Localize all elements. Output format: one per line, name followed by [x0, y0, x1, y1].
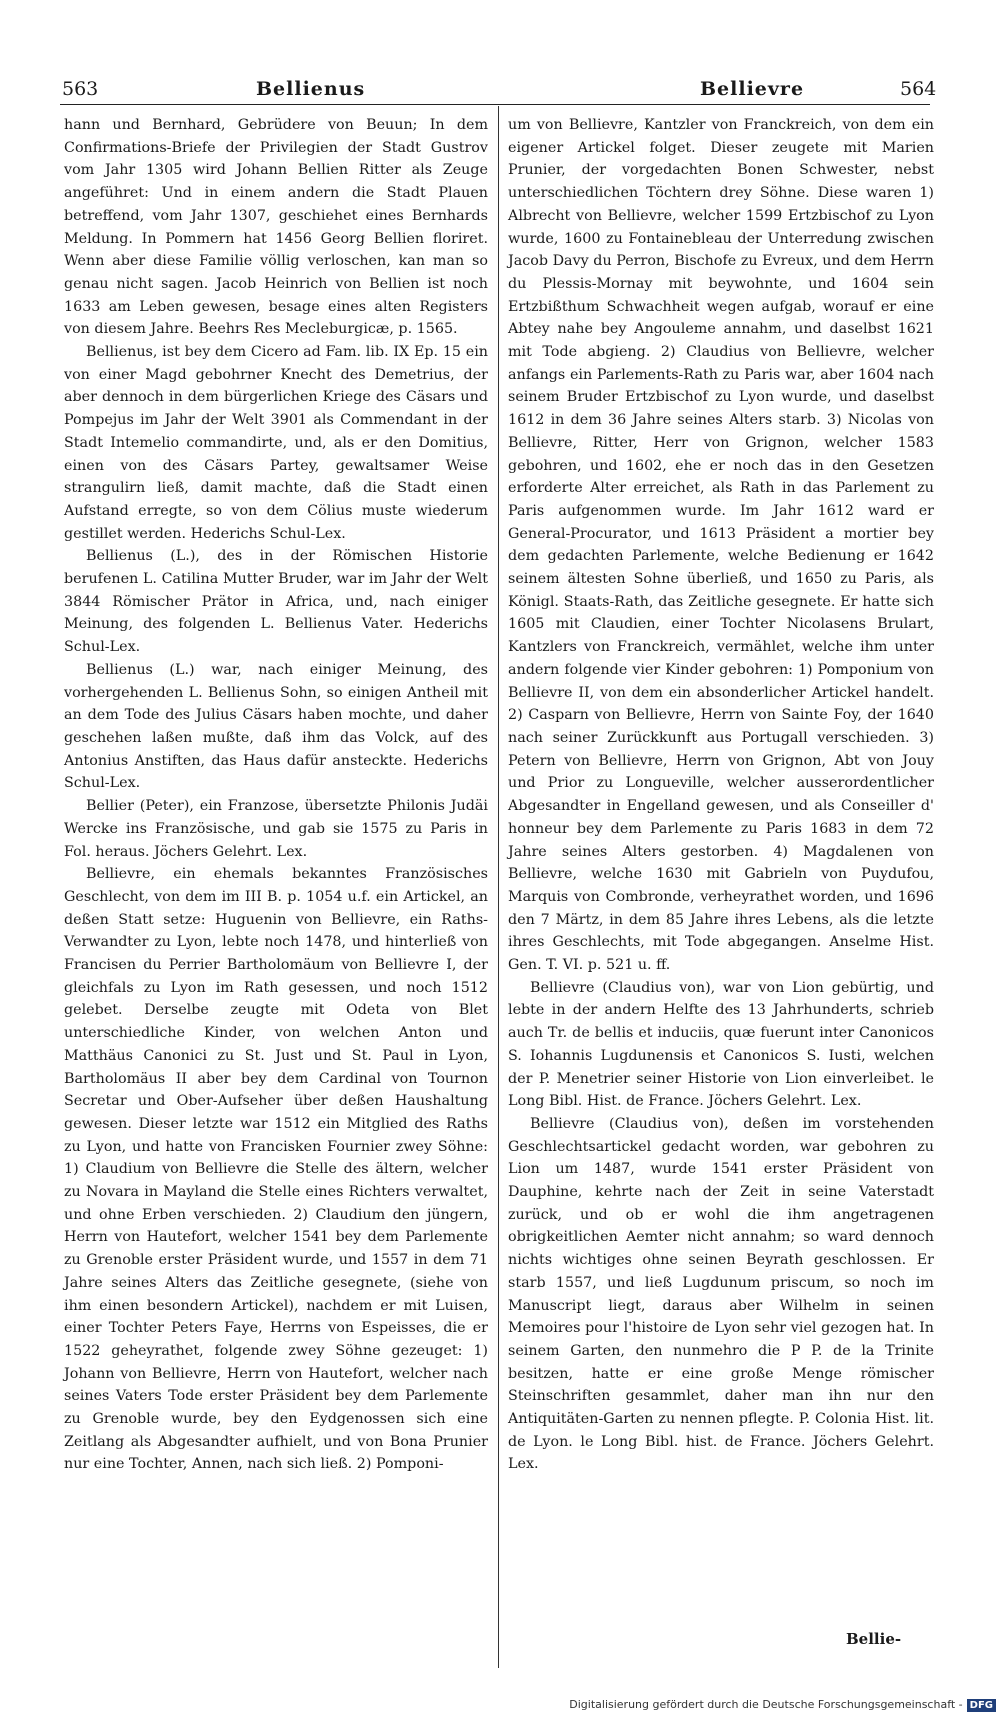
page-number-left: 563: [62, 78, 99, 100]
left-paragraph: Bellienus (L.), des in der Römischen Historie berufenen L. Catilina Mutter Bruder, war im Jahr der Welt 3844 Römischer Prätor in Africa, und, nach einiger Meinung, des folgenden L. Bellienus Vater. Hederichs Schul-Lex.: [64, 548, 488, 656]
left-paragraph: Bellievre, ein ehemals bekanntes Französisches Geschlecht, von dem im III B. p. 1054 u.f. ein Artickel, an deßen Statt setze: Huguenin von Bellievre, ein Raths-Verwandter zu Lyon, lebte noch 1478, und hinterließ von Francisen du Perrier Bartholomäum von Bellievre I, der gleichfals zu Lyon im Rath gesessen, und noch 1512 gelebet. Derselbe zeugte mit Odeta von Blet unterschiedliche Kinder, von welchen Anton und Matthäus Canonici zu St. Just und St. Paul in Lyon, Bartholomäus II aber bey dem Cardinal von Tournon Secretar und Ober-Aufseher über deßen Haushaltung gewesen. Dieser letzte war 1512 ein Mitglied des Raths zu Lyon, und hatte von Francisken Fournier zwey Söhne: 1) Claudium von Bellievre die Stelle des ältern, welcher zu Novara in Mayland die Stelle eines Richters verwaltet, und ohne Erben verschieden. 2) Claudium den jüngern, Herrn von Hautefort, welcher 1541 bey dem Parlemente zu Grenoble erster Präsident wurde, und 1557 in dem 71 Jahre seines Alters das Zeitliche gesegnete, (siehe von ihm einen besondern Artickel), nachdem er mit Luisen, einer Tochter Peters Faye, Herrns von Espeisses, die er 1522 geheyrathet, folgende zwey Söhne gezeuget: 1) Johann von Bellievre, Herrn von Hautefort, welcher nach seines Vaters Tode erster Präsident bey dem Parlemente zu Grenoble wurde, bey den Eydgenossen sich eine Zeitlang als Abgesandter aufhielt, und von Bona Prunier nur eine Tochter, Annen, nach sich ließ. 2) Pomponi-: [64, 866, 488, 1473]
right-column: [508, 114, 934, 1476]
left-paragraph: Bellier (Peter), ein Franzose, übersetzte Philonis Judäi Wercke ins Französische, und gab sie 1575 zu Paris in Fol. heraus. Jöchers Gelehrt. Lex.: [64, 798, 488, 860]
footer-text: Digitalisierung gefördert durch die Deutsche Forschungsgemeinschaft -: [569, 1698, 963, 1711]
left-paragraph: hann und Bernhard, Gebrüdere von Beuun; In dem Confirmations-Briefe der Privilegien der Stadt Gustrov vom Jahr 1305 wird Johann Bellien Ritter als Zeuge angeführet: Und in einem andern die Stadt Plauen betreffend, vom Jahr 1307, geschiehet eines Bernhards Meldung. In Pommern hat 1456 Georg Bellien floriret. Wenn aber diese Familie völlig verloschen, kan man so genau nicht sagen. Jacob Heinrich von Bellien ist noch 1633 am Leben gewesen, besage eines alten Registers von diesem Jahre. Beehrs Res Mecleburgicæ, p. 1565.: [64, 117, 488, 338]
right-paragraph: Bellievre (Claudius von), war von Lion gebürtig, und lebte in der andern Helfte des 13 Jahrhunderts, schrieb auch Tr. de bellis et induciis, quæ fuerunt inter Canonicos S. Iohannis Lugdunensis et Canonicos S. Iusti, welchen der P. Menetrier seiner Historie von Lion einverleibet. le Long Bibl. Hist. de France. Jöchers Gelehrt. Lex.: [508, 979, 934, 1110]
right-paragraph: Bellievre (Claudius von), deßen im vorstehenden Geschlechtsartickel gedacht worden, war gebohren zu Lion um 1487, wurde 1541 erster Präsident von Dauphine, kehrte nach der Zeit in seine Vaterstadt zurück, und ob er wohl die ihm angetragenen obrigkeitlichen Aemter nicht annahm; so ward dennoch nichts wichtiges ohne seinen Beyrath geschlossen. Er starb 1557, und ließ Lugdunum priscum, so noch im Manuscript liegt, daraus aber Wilhelm in seinen Memoires pour l'histoire de Lyon sehr viel gezogen hat. In seinem Garten, den nunmehro die P P. de la Trinite besitzen, hatte er eine große Menge römischer Steinschriften gesammlet, daher man ihn nur den Antiquitäten-Garten zu nennen pflegte. P. Colonia Hist. lit. de Lyon. le Long Bibl. hist. de France. Jöchers Gelehrt. Lex.: [508, 1115, 934, 1473]
header-rule: [60, 104, 930, 105]
headword-right: Bellievre: [700, 78, 805, 100]
column-divider: [498, 106, 499, 1668]
page-number-right: 564: [900, 78, 937, 100]
left-paragraph: Bellienus, ist bey dem Cicero ad Fam. lib. IX Ep. 15 ein von einer Magd gebohrner Knecht des Demetrius, der aber dennoch in dem bürgerlichen Kriege des Cäsars und Pompejus im Jahr der Welt 3901 als Commendant in der Stadt Intemelio commandirte, und, als er den Domitius, einen von des Cäsars Partey, gewaltsamer Weise strangulirn ließ, damit machte, daß die Stadt einen Aufstand erregte, so von dem Cölius muste wiederum gestillet werden. Hederichs Schul-Lex.: [64, 344, 488, 542]
right-paragraph: um von Bellievre, Kantzler von Franckreich, von dem ein eigener Artickel folget. Dieser zeugete mit Marien Prunier, der vorgedachten Bonen Schwester, nebst unterschiedlichen Töchtern drey Söhne. Diese waren 1) Albrecht von Bellievre, welcher 1599 Ertzbischof zu Lyon wurde, 1600 zu Fontainebleau der Unterredung zwischen Jacob Davy du Perron, Bischofe zu Evreux, und dem Herrn du Plessis-Mornay mit beywohnte, und 1604 sein Ertzbißthum Schwachheit wegen aufgab, worauf er eine Abtey nahe bey Angouleme annahm, und daselbst 1621 mit Tode abgieng. 2) Claudius von Bellievre, welcher anfangs ein Parlements-Rath zu Paris war, aber 1604 nach seinem Bruder Ertzbischof zu Lyon wurde, und daselbst 1612 in dem 36 Jahre seines Alters starb. 3) Nicolas von Bellievre, Ritter, Herr von Grignon, welcher 1583 gebohren, und 1602, ehe er noch das in den Gesetzen erforderte Alter erreichet, als Rath in das Parlement zu Paris aufgenommen wurde. Im Jahr 1612 ward er General-Procurator, und 1613 Präsident a mortier bey dem gedachten Parlemente, welche Bedienung er 1642 seinem ältesten Sohne überließ, und 1650 zu Paris, als Königl. Staats-Rath, das Zeitliche gesegnete. Er hatte sich 1605 mit Claudien, einer Tochter Nicolasens Brulart, Kantzlers von Franckreich, vermählet, welche ihm unter andern folgende vier Kinder gebohren: 1) Pomponium von Bellievre II, von dem ein absonderlicher Artickel handelt. 2) Casparn von Bellievre, Herrn von Sainte Foy, der 1640 nach seiner Zurückkunft aus Portugall verschieden. 3) Petern von Bellievre, Herrn von Grignon, Abt von Jouy und Prior zu Longueville, welcher ausserordentlicher Abgesandter in Engelland gewesen, und als Conseiller d' honneur bey dem Parlemente zu Paris 1683 in dem 72 Jahre seines Alters gestorben. 4) Magdalenen von Bellievre, welche 1630 mit Gabrieln von Puydufou, Marquis von Combronde, verheyrathet worden, und 1696 den 7 Märtz, in dem 85 Jahre ihres Lebens, als die letzte ihres Geschlechts, mit Tode abgegangen. Anselme Hist. Gen. T. VI. p. 521 u. ff.: [508, 117, 934, 974]
left-column: [64, 114, 488, 1476]
running-head: [60, 78, 937, 104]
dfg-logo: DFG: [967, 1699, 996, 1712]
digitization-footer: [568, 1698, 996, 1720]
catchword: Bellie-: [846, 1630, 902, 1648]
headword-left: Bellienus: [256, 78, 366, 100]
left-paragraph: Bellienus (L.) war, nach einiger Meinung, des vorhergehenden L. Bellienus Sohn, so einigen Antheil mit an dem Tode des Julius Cäsars haben mochte, und daher geschehen laßen mußte, daß ihm das Volck, auf des Antonius Anstiften, das Haus dafür ansteckte. Hederichs Schul-Lex.: [64, 661, 488, 792]
